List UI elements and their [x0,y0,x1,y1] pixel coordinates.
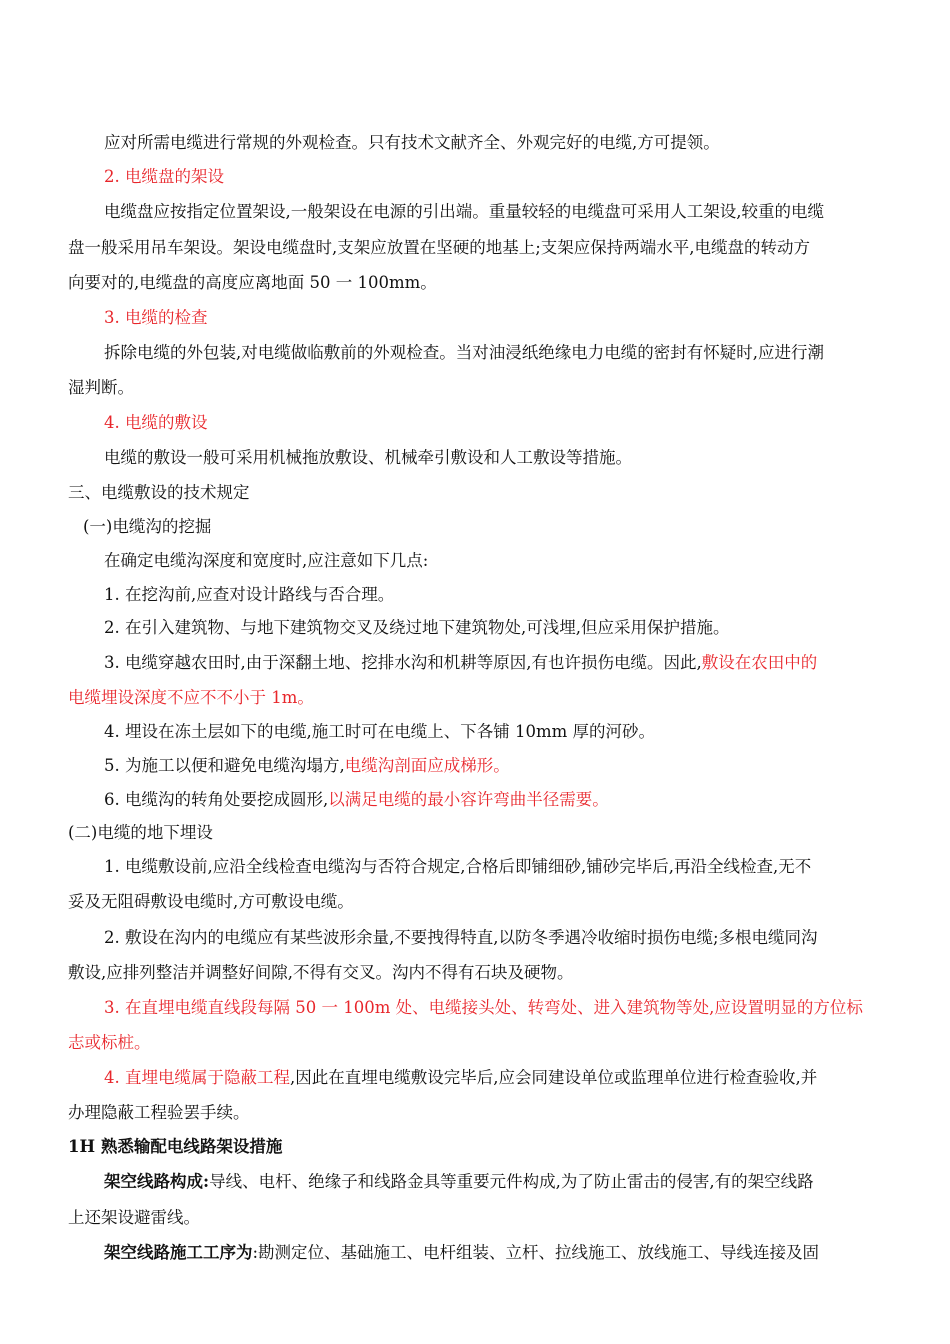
paragraph-line: 电缆盘应按指定位置架设,一般架设在电源的引出端。重量较轻的电缆盘可采用人工架设,较重的电缆 [104,202,824,221]
chapter-heading: 1H 熟悉输配电线路架设措施 [68,1137,283,1156]
bold-term: 架空线路构成: [104,1172,210,1191]
highlighted-text: 以满足电缆的最小容许弯曲半径需要。 [328,790,609,809]
highlighted-text: 敷设在农田中的 [701,653,818,672]
paragraph-line: 拆除电缆的外包装,对电缆做临敷前的外观检查。当对油浸纸绝缘电力电缆的密封有怀疑时,应进行潮 [104,343,824,362]
paragraph-line: 上还架设避雷线。 [68,1208,200,1227]
bold-term: 架空线路施工工序为 [104,1243,253,1262]
list-item: 2. 敷设在沟内的电缆应有某些波形余量,不要拽得特直,以防冬季遇冷收缩时损伤电缆;多根电缆同沟 [104,928,818,947]
highlighted-text: 4. 直埋电缆属于隐蔽工程 [104,1068,290,1087]
section-heading: 4. 电缆的敷设 [104,413,208,432]
highlighted-text: 电缆埋设深度不应不不小于 1m。 [68,688,314,707]
paragraph-line: 在确定电缆沟深度和宽度时,应注意如下几点: [104,551,429,570]
paragraph-line: 应对所需电缆进行常规的外观检查。只有技术文献齐全、外观完好的电缆,方可提领。 [104,133,720,152]
paragraph-line: 妥及无阻碍敷设电缆时,方可敷设电缆。 [68,892,354,911]
list-item: 6. 电缆沟的转角处要挖成圆形,以满足电缆的最小容许弯曲半径需要。 [104,790,609,809]
highlighted-text: 电缆沟剖面应成梯形。 [344,756,510,775]
list-item: 2. 在引入建筑物、与地下建筑物交叉及绕过地下建筑物处,可浅埋,但应采用保护措施。 [104,618,730,637]
list-item: 3. 在直埋电缆直线段每隔 50 一 100m 处、电缆接头处、转弯处、进入建筑物等处,应设置明显的方位标 [104,998,863,1017]
paragraph-line: 志或标桩。 [68,1033,151,1052]
paragraph-line: 办理隐蔽工程验罢手续。 [68,1103,250,1122]
chapter-heading: 三、电缆敷设的技术规定 [68,483,250,502]
paragraph-line: 盘一般采用吊车架设。架设电缆盘时,支架应放置在坚硬的地基上;支架应保持两端水平,电缆盘的转动方 [68,238,811,257]
section-heading: 2. 电缆盘的架设 [104,167,224,186]
list-item: 4. 直埋电缆属于隐蔽工程,因此在直埋电缆敷设完毕后,应会同建设单位或监理单位进行检查验收,并 [104,1068,818,1087]
paragraph-line: 敷设,应排列整洁并调整好间隙,不得有交叉。沟内不得有石块及硬物。 [68,963,574,982]
list-item: 1. 在挖沟前,应查对设计路线与否合理。 [104,585,395,604]
list-item: 3. 电缆穿越农田时,由于深翻土地、挖排水沟和机耕等原因,有也许损伤电缆。因此,敷设在农田中的 [104,653,818,672]
paragraph-line: 架空线路构成:导线、电杆、绝缘子和线路金具等重要元件构成,为了防止雷击的侵害,有的架空线路 [104,1172,814,1191]
paragraph-line: 向要对的,电缆盘的高度应离地面 50 一 100mm。 [68,273,437,292]
paragraph-line: 湿判断。 [68,378,134,397]
paragraph-line: 架空线路施工工序为:勘测定位、基础施工、电杆组装、立杆、拉线施工、放线施工、导线连接及固 [104,1243,820,1262]
list-item: 5. 为施工以便和避免电缆沟塌方,电缆沟剖面应成梯形。 [104,756,510,775]
section-heading: 3. 电缆的检查 [104,308,208,327]
list-item: 4. 埋设在冻土层如下的电缆,施工时可在电缆上、下各铺 10mm 厚的河砂。 [104,722,656,741]
subsection-heading: (一)电缆沟的挖掘 [83,517,212,536]
subsection-heading: (二)电缆的地下埋设 [68,823,213,842]
paragraph-line: 电缆的敷设一般可采用机械拖放敷设、机械牵引敷设和人工敷设等措施。 [104,448,632,467]
list-item: 1. 电缆敷设前,应沿全线检查电缆沟与否符合规定,合格后即铺细砂,铺砂完毕后,再沿全线检查,无不 [104,857,812,876]
